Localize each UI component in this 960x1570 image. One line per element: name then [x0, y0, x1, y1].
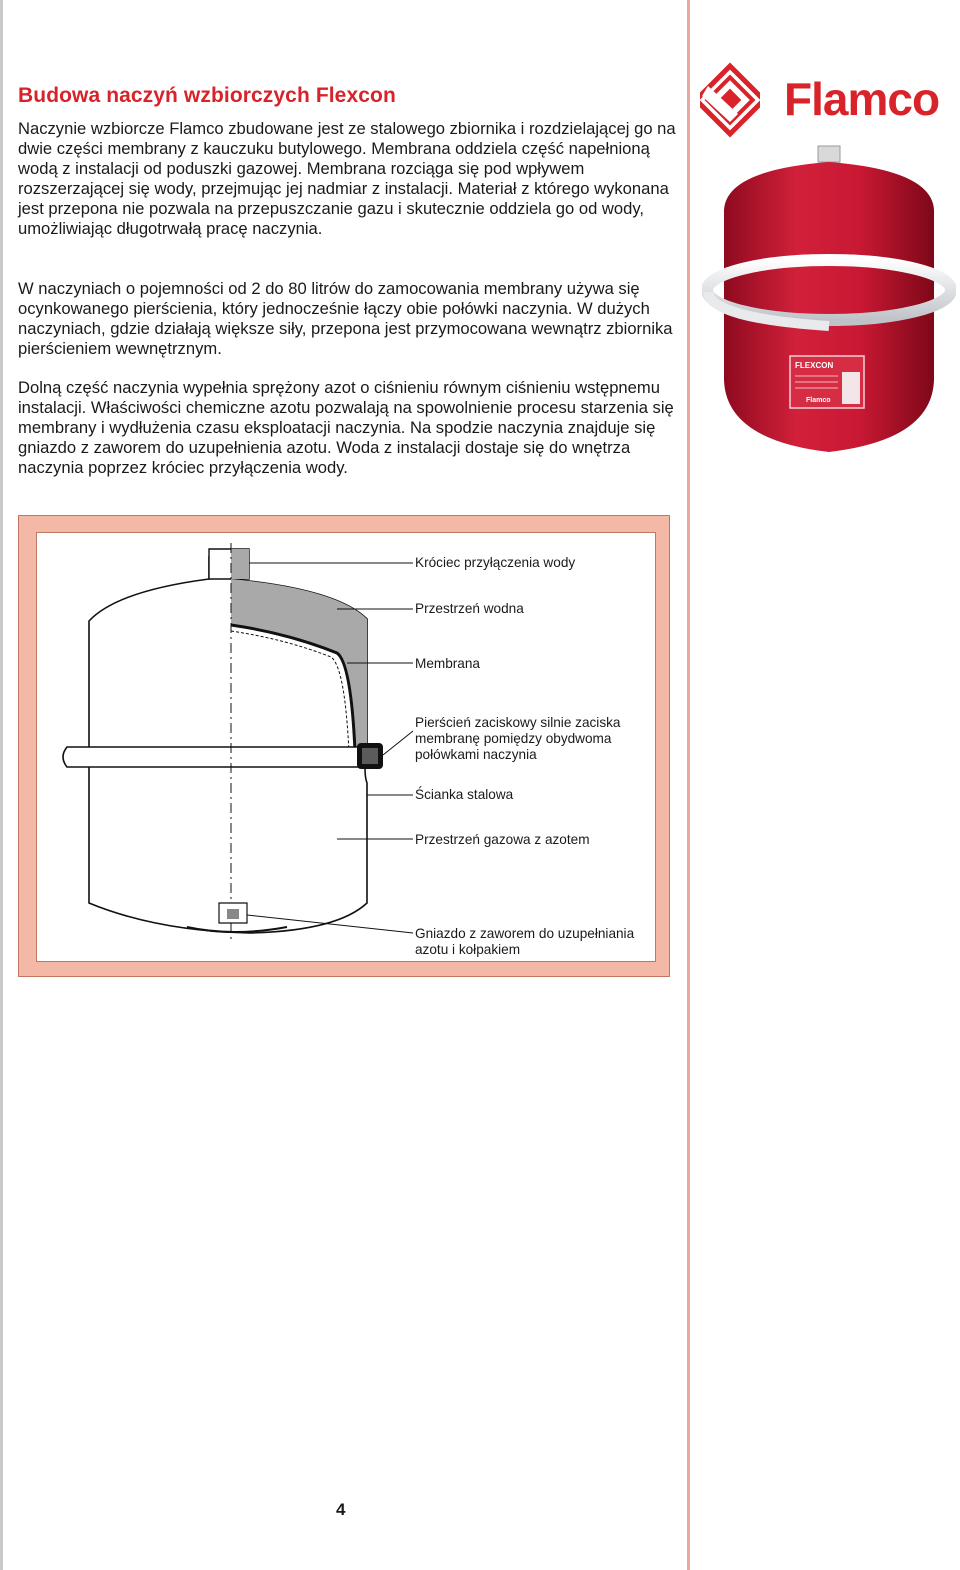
page-number: 4: [336, 1500, 346, 1519]
callout-gas-space: Przestrzeń gazowa z azotem: [415, 832, 590, 847]
page-left-edge: [0, 0, 3, 1570]
callout-clamp-ring: Pierścień zaciskowy silnie zaciska membranę pomiędzy obydwoma połówkami naczynia: [415, 715, 621, 762]
flamco-logo: [700, 62, 956, 138]
paragraph-nitrogen: Dolną część naczynia wypełnia sprężony azot o ciśnieniu równym ciśnieniu wstępnemu instalacji. Właściwości chemiczne azotu pozwalają na spowolnienie procesu starzenia się membrany i wydłużenia czasu eksploatacji naczynia. Na spodzie naczynia znajduje się gniazdo z zaworem do uzupełnienia azotu. Woda z instalacji dostaje się do wnętrza naczynia poprzez króciec przyłączenia wody.: [18, 378, 674, 477]
page-title: Budowa naczyń wzbiorczych Flexcon: [18, 84, 396, 107]
callout-membrane: Membrana: [415, 656, 480, 671]
paragraph-ring-mounting: W naczyniach o pojemności od 2 do 80 litrów do zamocowania membrany używa się ocynkowanego pierścienia, który jednocześnie łączy obie połówki naczynia. W dużych naczyniach, gdzie działają większe siły, przepona jest przymocowana wewnątrz zbiornika pierścieniem wewnętrznym.: [18, 279, 673, 358]
photo-label-logo: Flamco: [806, 397, 831, 404]
callout-steel-wall: Ścianka stalowa: [415, 787, 514, 802]
flamco-logo-text: Flamco: [784, 73, 940, 125]
column-divider: [687, 0, 690, 1570]
diagram-panel: [36, 532, 656, 962]
diagram-frame: [18, 515, 670, 977]
flamco-logo-mark-icon: [700, 62, 760, 138]
callout-water-space: Przestrzeń wodna: [415, 601, 524, 616]
callout-water-connection: Króciec przyłączenia wody: [415, 555, 576, 570]
product-photo-tank: [702, 140, 956, 458]
photo-label-brand: FLEXCON: [795, 361, 834, 370]
paragraph-construction: Naczynie wzbiorcze Flamco zbudowane jest ze stalowego zbiornika i rozdzielającej go na dwie części membrany z kauczuku butylowego. Membrana oddziela część napełnioną wodą z instalacji od poduszki gazowej. Membrana rozciąga się pod wpływem rozszerzającej się wody, przejmując jej nadmiar z instalacji. Materiał z którego wykonana jest przepona nie pozwala na przepuszczanie gazu i skutecznie oddziela go od wody, umożliwiając długotrwałą pracę naczynia.: [18, 119, 676, 238]
callout-valve-socket: Gniazdo z zaworem do uzupełniania azotu i kołpakiem: [415, 926, 635, 957]
